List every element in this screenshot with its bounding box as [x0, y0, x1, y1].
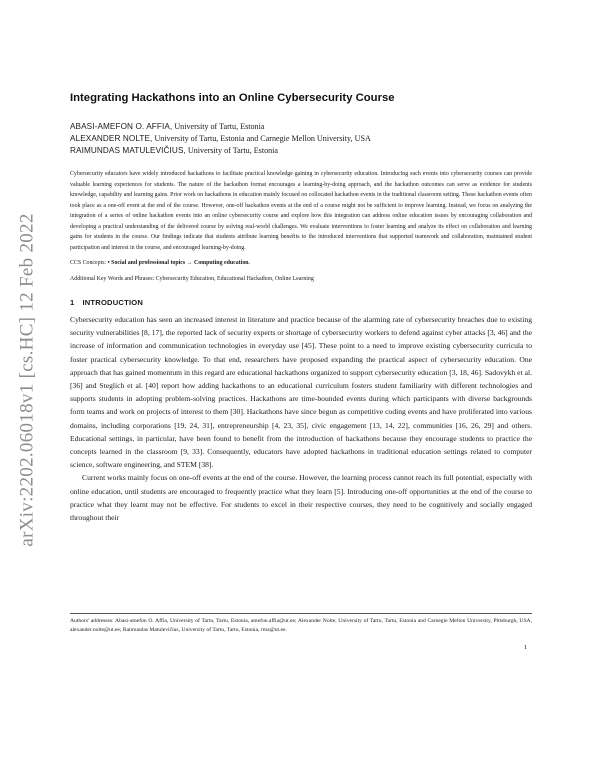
section-heading: [70, 298, 532, 307]
paper-title: Integrating Hackathons into an Online Cybersecurity Course: [70, 92, 395, 104]
author-list: [70, 121, 532, 157]
author-name: ABASI-AMEFON O. AFFIA,: [70, 122, 173, 131]
arxiv-identifier: arXiv:2202.06018v1 [cs.HC] 12 Feb 2022: [17, 213, 39, 547]
author-affiliation: University of Tartu, Estonia and Carnegie Mellon University, USA: [152, 134, 371, 143]
author-name: ALEXANDER NOLTE,: [70, 134, 153, 143]
ccs-topic: • Social and professional topics → Computing education: [107, 260, 249, 266]
author-entry: [70, 145, 532, 157]
keywords: Additional Key Words and Phrases: Cybersecurity Education, Educational Hackathon, Online Learning: [70, 276, 314, 282]
ccs-end: .: [248, 260, 251, 266]
arxiv-stamp: [14, 190, 42, 570]
author-name: RAIMUNDAS MATULEVIČIUS,: [70, 146, 186, 155]
section-number: 1: [70, 298, 75, 307]
paper-page: [70, 92, 532, 524]
section-title: INTRODUCTION: [82, 298, 144, 307]
body-paragraph: Current works mainly focus on one-off events at the end of the course. However, the learning process cannot reach its full potential, especially with online education, until students are encouraged to frequently practice what they learn [5]. Introducing one-off opportunities at the end of the course to practice what they learnt may not be effective. For students to excel in their respective courses, they need to be cognitively and socially engaged throughout their: [70, 473, 532, 523]
ccs-concepts: [70, 258, 532, 268]
author-affiliation: University of Tartu, Estonia: [172, 122, 265, 131]
ccs-label: CCS Concepts:: [70, 260, 108, 266]
author-entry: [70, 121, 532, 133]
body-paragraph: Cybersecurity education has seen an increased interest in literature and practice because of the alarming rate of cybersecurity breaches due to existing security vulnerabilities [8, 17], the reported lack of security experts or shortage of cybersecurity workers to defend against cyber attacks [3, 46] and the increase of information and communication technologies in everyday use [45]. These point to a need to improve existing cybersecurity curricula to foster practical cybersecurity knowledge. To that end, researchers have proposed expanding the practical aspect of cybersecurity education. One approach that has gained momentum in this regard are educational hackathons organized to support cybersecurity education [3, 18, 46]. Sadovykh et al. [36] and Steglich et al. [40] report how adding hackathons to an educational curriculum fosters student familiarity with different technologies and supports students in adopting problem-solving practices. Hackathons are time-bounded events during which participants with diverse backgrounds form teams and work on projects of interest to them [30]. Hackathons have since begun as competitive coding events and have proliferated into various domains, including corporations [19, 24, 31], entrepreneurship [4, 23, 35], civic engagement [13, 14, 22], communities [16, 26, 29] and others. Educational settings, in particular, have been found to benefit from the introduction of hackathons because they encourage students to practice the concepts learned in the classroom [9, 33]. Consequently, educators have adopted hackathons in traditional education settings related to computer science, software engineering, and STEM [38].: [70, 315, 532, 470]
author-addresses-footnote: Authors' addresses: Abasi-amefon O. Affia, University of Tartu, Tartu, Estonia, amefon.affia@ut.ee; Alexander Nolte, University of Tartu, Tartu, Estonia and Carnegie Mellon University, Pittsburgh, USA, alexander.nolte@ut.ee; Raimundas Matulevičius, University of Tartu, Tartu, Estonia, rma@ut.ee.: [70, 613, 532, 634]
page-number: 1: [524, 644, 528, 651]
author-entry: [70, 133, 532, 145]
abstract: Cybersecurity educators have widely introduced hackathons to facilitate practical knowledge gaining in cybersecurity education. Introducing such events into cybersecurity courses can provide valuable learning experiences for students. The nature of the hackathon format encourages a learning-by-doing approach, and the hackathon outcomes can serve as evidence for students knowledge, capability and learning gains. Prior work on hackathons in education mainly focused on collocated hackathon events in the traditional classroom setting. These hackathon events often took place as a one-off event at the end of the course. However, one-off hackathon events at the end of a course might not be sufficient to improve learning. Instead, we focus on analyzing the integration of a series of online hackathon events into an online cybersecurity course and explore how this integration can address online education issues by encouraging collaboration and developing a practical understanding of the delivered course by solving real-world challenges. We evaluate interventions to foster learning and analyze its effect on collaboration and learning gains for students in the course. Our findings indicate that students attribute learning benefits to the introduced interventions that supported teamwork and collaboration, maintained student participation and interest in the course, and encouraged learning-by-doing.: [70, 171, 532, 251]
author-affiliation: University of Tartu, Estonia: [185, 146, 279, 155]
